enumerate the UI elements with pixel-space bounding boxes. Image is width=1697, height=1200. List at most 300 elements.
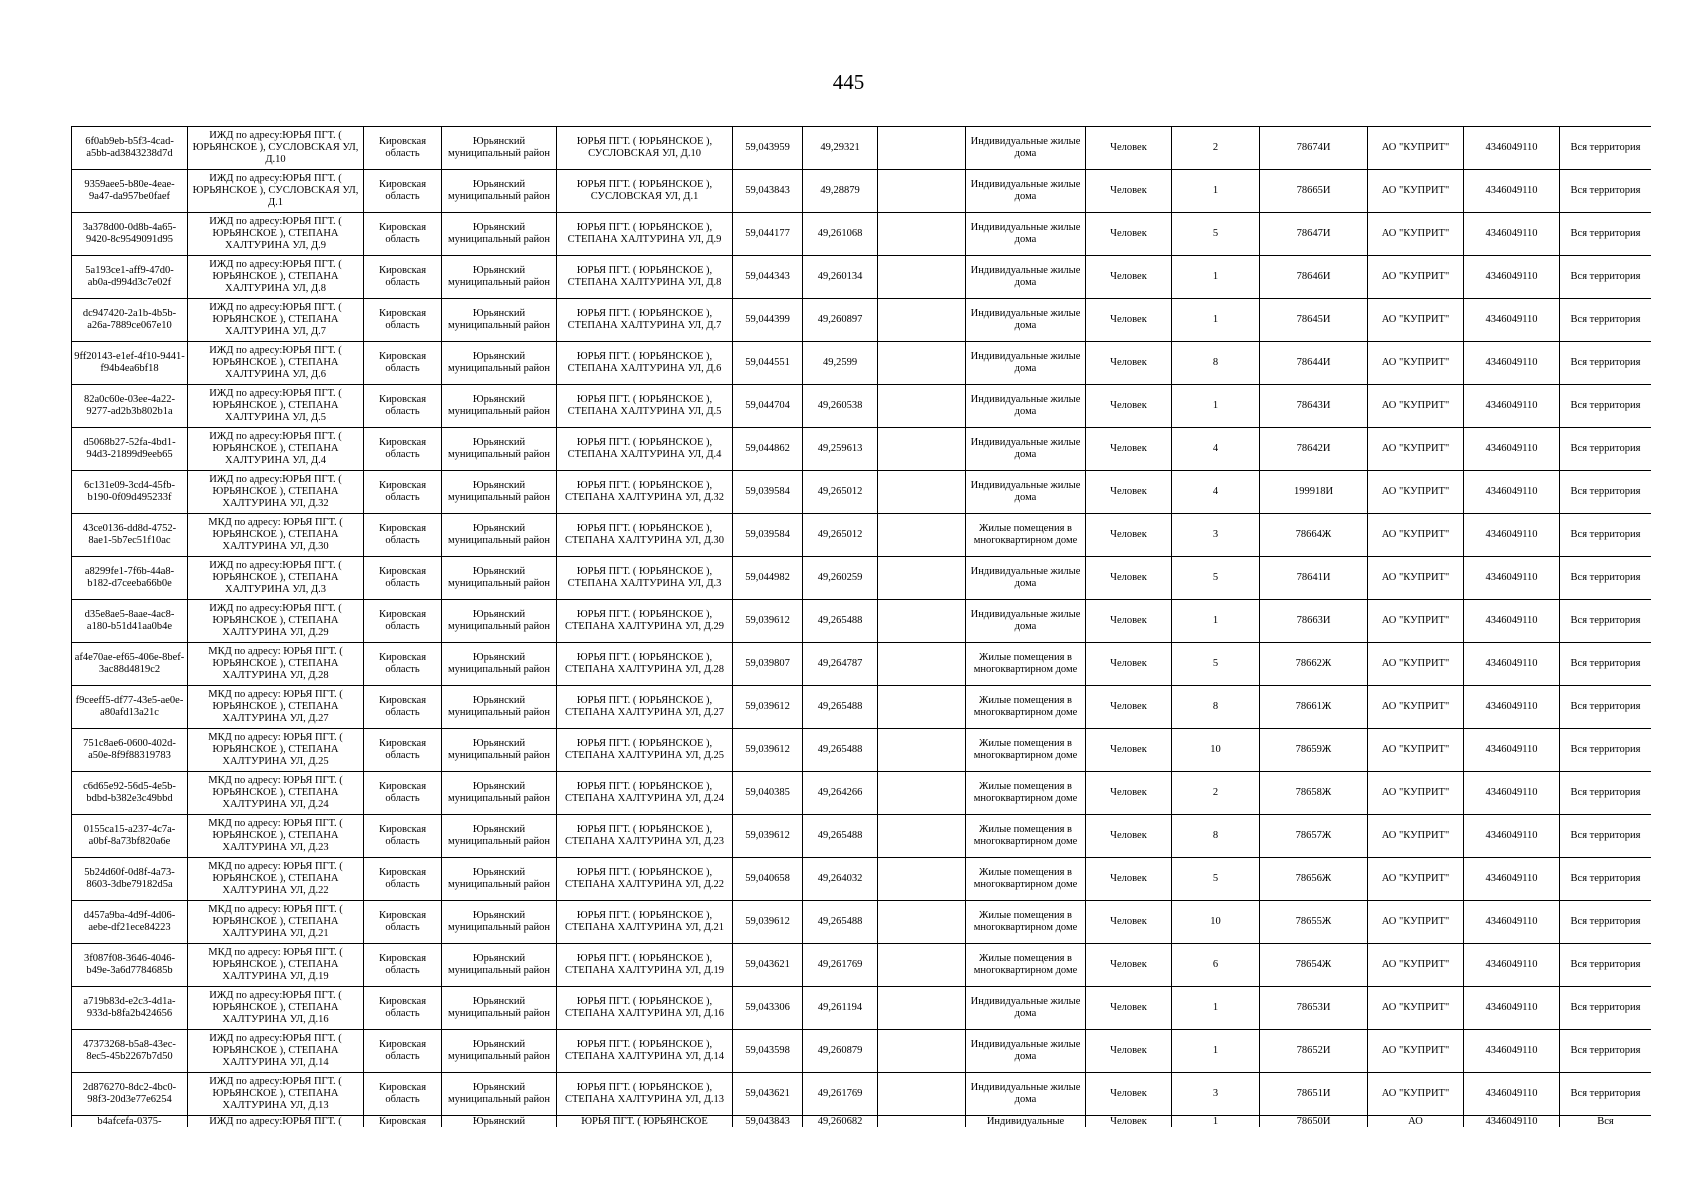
district-cell: Юрьянский муниципальный район [442,1073,557,1116]
longitude-cell: 49,261769 [803,1073,878,1116]
region-cell: Кировская область [364,729,442,772]
table-row [72,213,1652,256]
latitude-cell: 59,039584 [733,471,803,514]
organization-cell: АО "КУПРИТ" [1368,385,1464,428]
empty-cell [878,1030,966,1073]
account-code-cell: 78661Ж [1260,686,1368,729]
data-table [71,126,1651,1127]
region-cell: Кировская область [364,170,442,213]
object-id-cell: 5b24d60f-0d8f-4a73-8603-3dbe79182d5a [72,858,188,901]
account-code-cell: 78643И [1260,385,1368,428]
empty-cell [878,342,966,385]
longitude-cell: 49,264787 [803,643,878,686]
organization-cell: АО "КУПРИТ" [1368,600,1464,643]
district-cell: Юрьянский муниципальный район [442,256,557,299]
territory-cell: Вся территория [1560,428,1652,471]
region-cell: Кировская область [364,901,442,944]
longitude-cell: 49,260682 [803,1116,878,1128]
territory-cell: Вся территория [1560,643,1652,686]
inn-cell: 4346049110 [1464,342,1560,385]
table-row [72,342,1652,385]
address-cell: ЮРЬЯ ПГТ. ( ЮРЬЯНСКОЕ ), СТЕПАНА ХАЛТУРИНА УЛ, Д.4 [557,428,733,471]
region-cell: Кировская область [364,987,442,1030]
inn-cell: 4346049110 [1464,1116,1560,1128]
empty-cell [878,428,966,471]
quantity-cell: 1 [1172,1116,1260,1128]
address-cell: ЮРЬЯ ПГТ. ( ЮРЬЯНСКОЕ ), СТЕПАНА ХАЛТУРИНА УЛ, Д.5 [557,385,733,428]
address-cell: ЮРЬЯ ПГТ. ( ЮРЬЯНСКОЕ ), СТЕПАНА ХАЛТУРИНА УЛ, Д.22 [557,858,733,901]
table-row [72,1030,1652,1073]
table-row [72,901,1652,944]
organization-cell: АО [1368,1116,1464,1128]
object-id-cell: dc947420-2a1b-4b5b-a26a-7889ce067e10 [72,299,188,342]
housing-type-cell: Индивидуальные жилые дома [966,1030,1086,1073]
district-cell: Юрьянский муниципальный район [442,557,557,600]
empty-cell [878,729,966,772]
latitude-cell: 59,043959 [733,127,803,170]
organization-cell: АО "КУПРИТ" [1368,342,1464,385]
region-cell: Кировская область [364,643,442,686]
inn-cell: 4346049110 [1464,686,1560,729]
inn-cell: 4346049110 [1464,428,1560,471]
object-description-cell: ИЖД по адресу:ЮРЬЯ ПГТ. ( ЮРЬЯНСКОЕ ), СУСЛОВСКАЯ УЛ, Д.10 [188,127,364,170]
organization-cell: АО "КУПРИТ" [1368,772,1464,815]
territory-cell: Вся территория [1560,815,1652,858]
longitude-cell: 49,265012 [803,514,878,557]
territory-cell: Вся территория [1560,772,1652,815]
object-description-cell: ИЖД по адресу:ЮРЬЯ ПГТ. ( ЮРЬЯНСКОЕ ), СТЕПАНА ХАЛТУРИНА УЛ, Д.29 [188,600,364,643]
object-id-cell: 9359aee5-b80e-4eae-9a47-da957be0faef [72,170,188,213]
address-cell: ЮРЬЯ ПГТ. ( ЮРЬЯНСКОЕ ), СТЕПАНА ХАЛТУРИНА УЛ, Д.24 [557,772,733,815]
district-cell: Юрьянский муниципальный район [442,772,557,815]
account-code-cell: 78658Ж [1260,772,1368,815]
latitude-cell: 59,044982 [733,557,803,600]
object-id-cell: 3a378d00-0d8b-4a65-9420-8c9549091d95 [72,213,188,256]
quantity-cell: 5 [1172,643,1260,686]
district-cell: Юрьянский муниципальный район [442,901,557,944]
inn-cell: 4346049110 [1464,256,1560,299]
longitude-cell: 49,260897 [803,299,878,342]
quantity-cell: 5 [1172,858,1260,901]
latitude-cell: 59,039612 [733,686,803,729]
address-cell: ЮРЬЯ ПГТ. ( ЮРЬЯНСКОЕ ), СТЕПАНА ХАЛТУРИНА УЛ, Д.28 [557,643,733,686]
quantity-cell: 1 [1172,170,1260,213]
longitude-cell: 49,260538 [803,385,878,428]
housing-type-cell: Индивидуальные жилые дома [966,557,1086,600]
account-code-cell: 78647И [1260,213,1368,256]
empty-cell [878,1116,966,1128]
table-row [72,1116,1652,1128]
region-cell: Кировская [364,1116,442,1128]
empty-cell [878,471,966,514]
table-row [72,729,1652,772]
organization-cell: АО "КУПРИТ" [1368,256,1464,299]
organization-cell: АО "КУПРИТ" [1368,686,1464,729]
latitude-cell: 59,044343 [733,256,803,299]
account-code-cell: 78653И [1260,987,1368,1030]
object-description-cell: ИЖД по адресу:ЮРЬЯ ПГТ. ( ЮРЬЯНСКОЕ ), СТЕПАНА ХАЛТУРИНА УЛ, Д.32 [188,471,364,514]
empty-cell [878,901,966,944]
quantity-cell: 8 [1172,815,1260,858]
territory-cell: Вся территория [1560,213,1652,256]
latitude-cell: 59,039612 [733,901,803,944]
latitude-cell: 59,039612 [733,600,803,643]
object-id-cell: d457a9ba-4d9f-4d06-aebe-df21ece84223 [72,901,188,944]
district-cell: Юрьянский муниципальный район [442,342,557,385]
quantity-cell: 5 [1172,213,1260,256]
address-cell: ЮРЬЯ ПГТ. ( ЮРЬЯНСКОЕ ), СТЕПАНА ХАЛТУРИНА УЛ, Д.27 [557,686,733,729]
district-cell: Юрьянский муниципальный район [442,815,557,858]
territory-cell: Вся [1560,1116,1652,1128]
region-cell: Кировская область [364,342,442,385]
object-description-cell: ИЖД по адресу:ЮРЬЯ ПГТ. ( ЮРЬЯНСКОЕ ), СТЕПАНА ХАЛТУРИНА УЛ, Д.5 [188,385,364,428]
address-cell: ЮРЬЯ ПГТ. ( ЮРЬЯНСКОЕ ), СТЕПАНА ХАЛТУРИНА УЛ, Д.29 [557,600,733,643]
district-cell: Юрьянский муниципальный район [442,514,557,557]
latitude-cell: 59,039612 [733,729,803,772]
latitude-cell: 59,044704 [733,385,803,428]
quantity-cell: 1 [1172,600,1260,643]
quantity-cell: 1 [1172,256,1260,299]
housing-type-cell: Индивидуальные жилые дома [966,342,1086,385]
table-row [72,385,1652,428]
housing-type-cell: Жилые помещения в многоквартирном доме [966,858,1086,901]
housing-type-cell: Жилые помещения в многоквартирном доме [966,901,1086,944]
housing-type-cell: Индивидуальные жилые дома [966,170,1086,213]
quantity-cell: 2 [1172,772,1260,815]
territory-cell: Вся территория [1560,557,1652,600]
region-cell: Кировская область [364,213,442,256]
organization-cell: АО "КУПРИТ" [1368,1030,1464,1073]
organization-cell: АО "КУПРИТ" [1368,643,1464,686]
inn-cell: 4346049110 [1464,557,1560,600]
object-id-cell: 47373268-b5a8-43ec-8ec5-45b2267b7d50 [72,1030,188,1073]
unit-cell: Человек [1086,170,1172,213]
unit-cell: Человек [1086,772,1172,815]
quantity-cell: 4 [1172,428,1260,471]
longitude-cell: 49,260259 [803,557,878,600]
table-row [72,643,1652,686]
inn-cell: 4346049110 [1464,987,1560,1030]
organization-cell: АО "КУПРИТ" [1368,557,1464,600]
object-description-cell: МКД по адресу: ЮРЬЯ ПГТ. ( ЮРЬЯНСКОЕ ), СТЕПАНА ХАЛТУРИНА УЛ, Д.21 [188,901,364,944]
unit-cell: Человек [1086,256,1172,299]
table-row [72,514,1652,557]
object-id-cell: c6d65e92-56d5-4e5b-bdbd-b382e3c49bbd [72,772,188,815]
unit-cell: Человек [1086,1073,1172,1116]
region-cell: Кировская область [364,471,442,514]
district-cell: Юрьянский муниципальный район [442,686,557,729]
account-code-cell: 78664Ж [1260,514,1368,557]
housing-type-cell: Индивидуальные жилые дома [966,471,1086,514]
object-id-cell: 6c131e09-3cd4-45fb-b190-0f09d495233f [72,471,188,514]
district-cell: Юрьянский муниципальный район [442,471,557,514]
quantity-cell: 3 [1172,1073,1260,1116]
organization-cell: АО "КУПРИТ" [1368,514,1464,557]
empty-cell [878,385,966,428]
unit-cell: Человек [1086,901,1172,944]
region-cell: Кировская область [364,428,442,471]
unit-cell: Человек [1086,987,1172,1030]
table-row [72,1073,1652,1116]
housing-type-cell: Индивидуальные жилые дома [966,127,1086,170]
quantity-cell: 2 [1172,127,1260,170]
object-id-cell: f9ceeff5-df77-43e5-ae0e-a80afd13a21c [72,686,188,729]
empty-cell [878,643,966,686]
inn-cell: 4346049110 [1464,901,1560,944]
table-row [72,858,1652,901]
quantity-cell: 1 [1172,1030,1260,1073]
object-id-cell: 82a0c60e-03ee-4a22-9277-ad2b3b802b1a [72,385,188,428]
unit-cell: Человек [1086,127,1172,170]
territory-cell: Вся территория [1560,299,1652,342]
territory-cell: Вся территория [1560,514,1652,557]
quantity-cell: 1 [1172,299,1260,342]
territory-cell: Вся территория [1560,170,1652,213]
address-cell: ЮРЬЯ ПГТ. ( ЮРЬЯНСКОЕ ), СТЕПАНА ХАЛТУРИНА УЛ, Д.21 [557,901,733,944]
account-code-cell: 78674И [1260,127,1368,170]
table-row [72,557,1652,600]
latitude-cell: 59,040385 [733,772,803,815]
object-description-cell: ИЖД по адресу:ЮРЬЯ ПГТ. ( [188,1116,364,1128]
account-code-cell: 78641И [1260,557,1368,600]
empty-cell [878,127,966,170]
latitude-cell: 59,039612 [733,815,803,858]
region-cell: Кировская область [364,1073,442,1116]
housing-type-cell: Жилые помещения в многоквартирном доме [966,815,1086,858]
quantity-cell: 10 [1172,729,1260,772]
empty-cell [878,299,966,342]
object-id-cell: af4e70ae-ef65-406e-8bef-3ac88d4819c2 [72,643,188,686]
account-code-cell: 78642И [1260,428,1368,471]
organization-cell: АО "КУПРИТ" [1368,471,1464,514]
district-cell: Юрьянский муниципальный район [442,729,557,772]
region-cell: Кировская область [364,944,442,987]
object-id-cell: 9ff20143-e1ef-4f10-9441-f94b4ea6bf18 [72,342,188,385]
district-cell: Юрьянский муниципальный район [442,1030,557,1073]
longitude-cell: 49,29321 [803,127,878,170]
table-row [72,170,1652,213]
territory-cell: Вся территория [1560,127,1652,170]
object-description-cell: МКД по адресу: ЮРЬЯ ПГТ. ( ЮРЬЯНСКОЕ ), СТЕПАНА ХАЛТУРИНА УЛ, Д.27 [188,686,364,729]
latitude-cell: 59,043306 [733,987,803,1030]
table-row [72,428,1652,471]
table-row [72,127,1652,170]
longitude-cell: 49,259613 [803,428,878,471]
account-code-cell: 78657Ж [1260,815,1368,858]
account-code-cell: 78651И [1260,1073,1368,1116]
region-cell: Кировская область [364,385,442,428]
district-cell: Юрьянский муниципальный район [442,858,557,901]
longitude-cell: 49,265012 [803,471,878,514]
housing-type-cell: Жилые помещения в многоквартирном доме [966,772,1086,815]
address-cell: ЮРЬЯ ПГТ. ( ЮРЬЯНСКОЕ ), СТЕПАНА ХАЛТУРИНА УЛ, Д.14 [557,1030,733,1073]
inn-cell: 4346049110 [1464,385,1560,428]
housing-type-cell: Индивидуальные жилые дома [966,600,1086,643]
inn-cell: 4346049110 [1464,600,1560,643]
longitude-cell: 49,261769 [803,944,878,987]
unit-cell: Человек [1086,944,1172,987]
object-description-cell: ИЖД по адресу:ЮРЬЯ ПГТ. ( ЮРЬЯНСКОЕ ), СТЕПАНА ХАЛТУРИНА УЛ, Д.3 [188,557,364,600]
object-id-cell: 0155ca15-a237-4c7a-a0bf-8a73bf820a6e [72,815,188,858]
inn-cell: 4346049110 [1464,858,1560,901]
account-code-cell: 78656Ж [1260,858,1368,901]
unit-cell: Человек [1086,643,1172,686]
housing-type-cell: Индивидуальные жилые дома [966,385,1086,428]
unit-cell: Человек [1086,858,1172,901]
account-code-cell: 78654Ж [1260,944,1368,987]
inn-cell: 4346049110 [1464,772,1560,815]
latitude-cell: 59,043621 [733,944,803,987]
address-cell: ЮРЬЯ ПГТ. ( ЮРЬЯНСКОЕ ), СТЕПАНА ХАЛТУРИНА УЛ, Д.7 [557,299,733,342]
longitude-cell: 49,264266 [803,772,878,815]
object-description-cell: ИЖД по адресу:ЮРЬЯ ПГТ. ( ЮРЬЯНСКОЕ ), СТЕПАНА ХАЛТУРИНА УЛ, Д.4 [188,428,364,471]
object-description-cell: МКД по адресу: ЮРЬЯ ПГТ. ( ЮРЬЯНСКОЕ ), СТЕПАНА ХАЛТУРИНА УЛ, Д.23 [188,815,364,858]
unit-cell: Человек [1086,815,1172,858]
organization-cell: АО "КУПРИТ" [1368,858,1464,901]
object-id-cell: 43ce0136-dd8d-4752-8ae1-5b7ec51f10ac [72,514,188,557]
object-id-cell: a8299fe1-7f6b-44a8-b182-d7ceeba66b0e [72,557,188,600]
quantity-cell: 5 [1172,557,1260,600]
latitude-cell: 59,044399 [733,299,803,342]
inn-cell: 4346049110 [1464,1073,1560,1116]
district-cell: Юрьянский [442,1116,557,1128]
empty-cell [878,557,966,600]
address-cell: ЮРЬЯ ПГТ. ( ЮРЬЯНСКОЕ ), СУСЛОВСКАЯ УЛ, Д.10 [557,127,733,170]
object-id-cell: d35e8ae5-8aae-4ac8-a180-b51d41aa0b4e [72,600,188,643]
object-id-cell: a719b83d-e2c3-4d1a-933d-b8fa2b424656 [72,987,188,1030]
longitude-cell: 49,261194 [803,987,878,1030]
object-id-cell: d5068b27-52fa-4bd1-94d3-21899d9eeb65 [72,428,188,471]
quantity-cell: 10 [1172,901,1260,944]
address-cell: ЮРЬЯ ПГТ. ( ЮРЬЯНСКОЕ ), СТЕПАНА ХАЛТУРИНА УЛ, Д.13 [557,1073,733,1116]
address-cell: ЮРЬЯ ПГТ. ( ЮРЬЯНСКОЕ [557,1116,733,1128]
address-cell: ЮРЬЯ ПГТ. ( ЮРЬЯНСКОЕ ), СТЕПАНА ХАЛТУРИНА УЛ, Д.8 [557,256,733,299]
table-row [72,471,1652,514]
territory-cell: Вся территория [1560,256,1652,299]
table-row [72,256,1652,299]
address-cell: ЮРЬЯ ПГТ. ( ЮРЬЯНСКОЕ ), СТЕПАНА ХАЛТУРИНА УЛ, Д.25 [557,729,733,772]
empty-cell [878,1073,966,1116]
region-cell: Кировская область [364,127,442,170]
object-description-cell: МКД по адресу: ЮРЬЯ ПГТ. ( ЮРЬЯНСКОЕ ), СТЕПАНА ХАЛТУРИНА УЛ, Д.19 [188,944,364,987]
longitude-cell: 49,265488 [803,686,878,729]
organization-cell: АО "КУПРИТ" [1368,729,1464,772]
account-code-cell: 199918И [1260,471,1368,514]
account-code-cell: 78665И [1260,170,1368,213]
housing-type-cell: Индивидуальные жилые дома [966,256,1086,299]
latitude-cell: 59,039584 [733,514,803,557]
housing-type-cell: Индивидуальные жилые дома [966,1073,1086,1116]
organization-cell: АО "КУПРИТ" [1368,1073,1464,1116]
district-cell: Юрьянский муниципальный район [442,428,557,471]
unit-cell: Человек [1086,385,1172,428]
account-code-cell: 78644И [1260,342,1368,385]
empty-cell [878,256,966,299]
organization-cell: АО "КУПРИТ" [1368,213,1464,256]
empty-cell [878,686,966,729]
inn-cell: 4346049110 [1464,471,1560,514]
longitude-cell: 49,265488 [803,901,878,944]
region-cell: Кировская область [364,557,442,600]
empty-cell [878,772,966,815]
object-id-cell: 5a193ce1-aff9-47d0-ab0a-d994d3c7e02f [72,256,188,299]
address-cell: ЮРЬЯ ПГТ. ( ЮРЬЯНСКОЕ ), СТЕПАНА ХАЛТУРИНА УЛ, Д.19 [557,944,733,987]
object-description-cell: МКД по адресу: ЮРЬЯ ПГТ. ( ЮРЬЯНСКОЕ ), СТЕПАНА ХАЛТУРИНА УЛ, Д.22 [188,858,364,901]
object-id-cell: b4afcefa-0375- [72,1116,188,1128]
account-code-cell: 78663И [1260,600,1368,643]
territory-cell: Вся территория [1560,858,1652,901]
account-code-cell: 78662Ж [1260,643,1368,686]
object-id-cell: 3f087f08-3646-4046-b49e-3a6d7784685b [72,944,188,987]
quantity-cell: 1 [1172,385,1260,428]
address-cell: ЮРЬЯ ПГТ. ( ЮРЬЯНСКОЕ ), СТЕПАНА ХАЛТУРИНА УЛ, Д.16 [557,987,733,1030]
territory-cell: Вся территория [1560,944,1652,987]
page-number: 445 [832,70,865,94]
empty-cell [878,170,966,213]
district-cell: Юрьянский муниципальный район [442,385,557,428]
region-cell: Кировская область [364,858,442,901]
unit-cell: Человек [1086,299,1172,342]
housing-type-cell: Жилые помещения в многоквартирном доме [966,944,1086,987]
address-cell: ЮРЬЯ ПГТ. ( ЮРЬЯНСКОЕ ), СТЕПАНА ХАЛТУРИНА УЛ, Д.32 [557,471,733,514]
organization-cell: АО "КУПРИТ" [1368,944,1464,987]
object-id-cell: 6f0ab9eb-b5f3-4cad-a5bb-ad3843238d7d [72,127,188,170]
latitude-cell: 59,043843 [733,170,803,213]
unit-cell: Человек [1086,1116,1172,1128]
empty-cell [878,944,966,987]
territory-cell: Вся территория [1560,987,1652,1030]
table-body [72,127,1652,1128]
longitude-cell: 49,260134 [803,256,878,299]
housing-type-cell: Жилые помещения в многоквартирном доме [966,514,1086,557]
organization-cell: АО "КУПРИТ" [1368,901,1464,944]
account-code-cell: 78652И [1260,1030,1368,1073]
inn-cell: 4346049110 [1464,514,1560,557]
district-cell: Юрьянский муниципальный район [442,127,557,170]
unit-cell: Человек [1086,213,1172,256]
account-code-cell: 78655Ж [1260,901,1368,944]
housing-type-cell: Жилые помещения в многоквартирном доме [966,686,1086,729]
object-description-cell: ИЖД по адресу:ЮРЬЯ ПГТ. ( ЮРЬЯНСКОЕ ), СТЕПАНА ХАЛТУРИНА УЛ, Д.16 [188,987,364,1030]
address-cell: ЮРЬЯ ПГТ. ( ЮРЬЯНСКОЕ ), СУСЛОВСКАЯ УЛ, Д.1 [557,170,733,213]
address-cell: ЮРЬЯ ПГТ. ( ЮРЬЯНСКОЕ ), СТЕПАНА ХАЛТУРИНА УЛ, Д.3 [557,557,733,600]
inn-cell: 4346049110 [1464,170,1560,213]
table-row [72,772,1652,815]
address-cell: ЮРЬЯ ПГТ. ( ЮРЬЯНСКОЕ ), СТЕПАНА ХАЛТУРИНА УЛ, Д.30 [557,514,733,557]
empty-cell [878,815,966,858]
territory-cell: Вся территория [1560,342,1652,385]
empty-cell [878,858,966,901]
latitude-cell: 59,043843 [733,1116,803,1128]
account-code-cell: 78659Ж [1260,729,1368,772]
organization-cell: АО "КУПРИТ" [1368,987,1464,1030]
region-cell: Кировская область [364,514,442,557]
unit-cell: Человек [1086,600,1172,643]
territory-cell: Вся территория [1560,686,1652,729]
longitude-cell: 49,265488 [803,600,878,643]
region-cell: Кировская область [364,1030,442,1073]
latitude-cell: 59,043621 [733,1073,803,1116]
quantity-cell: 6 [1172,944,1260,987]
territory-cell: Вся территория [1560,600,1652,643]
district-cell: Юрьянский муниципальный район [442,944,557,987]
region-cell: Кировская область [364,256,442,299]
district-cell: Юрьянский муниципальный район [442,600,557,643]
inn-cell: 4346049110 [1464,944,1560,987]
longitude-cell: 49,261068 [803,213,878,256]
inn-cell: 4346049110 [1464,1030,1560,1073]
object-description-cell: ИЖД по адресу:ЮРЬЯ ПГТ. ( ЮРЬЯНСКОЕ ), СТЕПАНА ХАЛТУРИНА УЛ, Д.9 [188,213,364,256]
